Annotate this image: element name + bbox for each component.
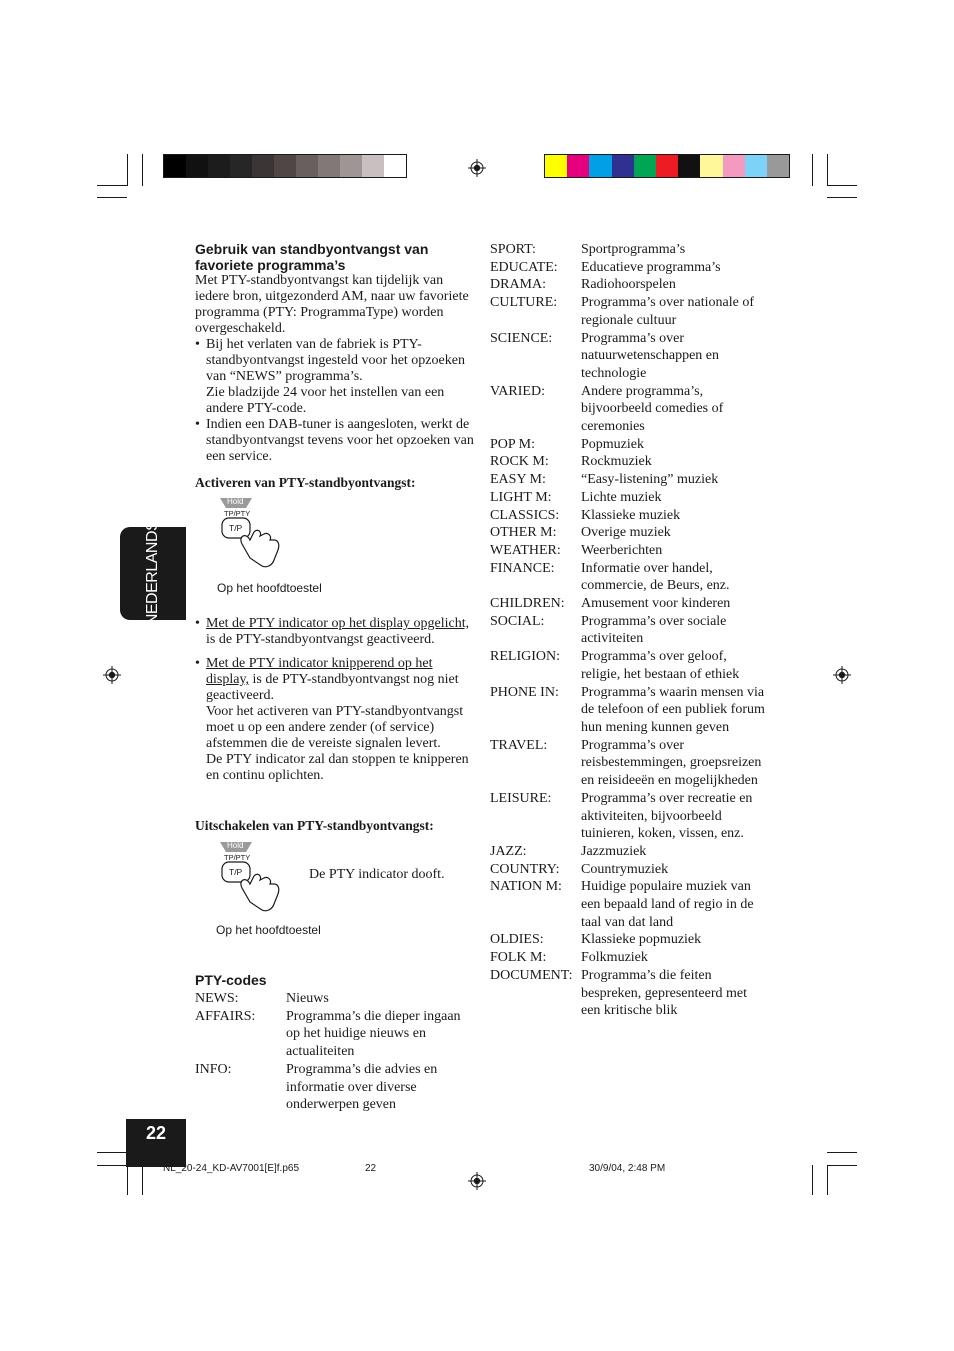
pty-description: Programma’s die feiten bespreken, gepresenteerd met een kritische blik bbox=[581, 967, 747, 1019]
pty-code: WEATHER: bbox=[490, 542, 561, 558]
calibration-swatch bbox=[296, 155, 318, 177]
pty-description: Popmuziek bbox=[581, 436, 644, 452]
footer-page: 22 bbox=[365, 1163, 377, 1174]
calibration-swatch bbox=[656, 155, 678, 177]
calibration-swatch bbox=[208, 155, 230, 177]
calibration-swatch bbox=[230, 155, 252, 177]
crop-mark bbox=[827, 185, 857, 186]
grayscale-calibration-bar bbox=[163, 154, 407, 178]
deactivate-note: De PTY indicator dooft. bbox=[309, 867, 445, 882]
registration-mark-icon bbox=[468, 1172, 486, 1190]
bullet-indicator-lit: • Met de PTY indicator op het display opgelicht, is de PTY-standbyontvangst geactiveerd. bbox=[195, 616, 470, 647]
registration-mark-icon bbox=[103, 666, 121, 684]
pty-code: AFFAIRS: bbox=[195, 1008, 256, 1024]
pty-description: Sportprogramma’s bbox=[581, 242, 686, 257]
hold-arrow-icon bbox=[218, 496, 288, 572]
pty-description: Klassieke muziek bbox=[581, 507, 681, 523]
calibration-swatch bbox=[545, 155, 567, 177]
crop-mark bbox=[142, 154, 143, 186]
pty-code: JAZZ: bbox=[490, 843, 527, 859]
device-caption: Op het hoofdtoestel bbox=[217, 581, 322, 595]
bullet-factory-default: • Bij het verlaten van de fabriek is PTY-standbyontvangst ingesteld voor het opzoeken van “NEWS” programma’s. Zie bladzijde 24 voor het instellen van een andere PTY-code. bbox=[195, 337, 465, 416]
section-heading: Gebruik van standbyontvangst van favoriete programma’s bbox=[195, 241, 429, 273]
hold-label: Hold bbox=[227, 497, 244, 506]
calibration-swatch bbox=[700, 155, 722, 177]
pty-code: SCIENCE: bbox=[490, 330, 553, 346]
pty-description: Programma’s over recreatie en aktiviteiten, bijvoorbeeld tuinieren, koken, vissen, enz. bbox=[581, 790, 753, 842]
activation-bullets bbox=[195, 616, 475, 784]
pty-code: DOCUMENT: bbox=[490, 967, 573, 983]
footer-filename: NL_20-24_KD-AV7001[E]f.p65 bbox=[163, 1163, 300, 1174]
pty-code: LIGHT M: bbox=[490, 489, 552, 505]
activate-heading: Activeren van PTY-standbyontvangst: bbox=[195, 475, 416, 490]
pty-description: Amusement voor kinderen bbox=[581, 596, 731, 612]
tp-button[interactable]: T/P bbox=[229, 867, 243, 877]
pty-description: Overige muziek bbox=[581, 525, 671, 541]
pty-description: Programma’s over natuurwetenschappen en technologie bbox=[581, 330, 719, 381]
pty-description: Rockmuziek bbox=[581, 454, 652, 470]
calibration-swatch bbox=[612, 155, 634, 177]
calibration-swatch bbox=[567, 155, 589, 177]
pty-description: “Easy-listening” muziek bbox=[581, 472, 719, 488]
crop-mark bbox=[97, 185, 127, 186]
pty-code: NEWS: bbox=[195, 991, 239, 1006]
pty-code: NATION M: bbox=[490, 879, 562, 895]
pty-code: TRAVEL: bbox=[490, 737, 548, 753]
calibration-swatch bbox=[589, 155, 611, 177]
pty-description: Radiohoorspelen bbox=[581, 277, 676, 293]
crop-mark bbox=[812, 1165, 813, 1195]
pty-description: Klassieke popmuziek bbox=[581, 932, 702, 948]
hold-label: Hold bbox=[227, 841, 244, 850]
pty-description: Folkmuziek bbox=[581, 950, 648, 966]
language-tab-label: NEDERLANDS bbox=[144, 520, 161, 626]
pty-code: VARIED: bbox=[490, 383, 545, 399]
pty-code: ROCK M: bbox=[490, 454, 549, 470]
crop-mark bbox=[127, 1165, 128, 1195]
pty-description: Countrymuziek bbox=[581, 861, 669, 877]
pty-description: Programma’s over reisbestemmingen, groepsreizen en reisideeën en mogelijkheden bbox=[581, 737, 762, 789]
pty-description: Weerberichten bbox=[581, 542, 663, 558]
left-column bbox=[195, 241, 475, 465]
crop-mark bbox=[97, 1152, 127, 1153]
bullet-indicator-blinking: • Met de PTY indicator knipperend op het display, is de PTY-standbyontvangst nog niet geactiveerd. Voor het activeren van PTY-standbyontvangst moet u op een andere zender (of service) afstemmen die de vereiste signalen levert. De PTY indicator zal dan stoppen te knipperen en continu oplichten. bbox=[195, 656, 469, 783]
pty-code: PHONE IN: bbox=[490, 684, 559, 700]
calibration-swatch bbox=[634, 155, 656, 177]
calibration-swatch bbox=[745, 155, 767, 177]
pty-code: CLASSICS: bbox=[490, 507, 560, 523]
pty-code: RELIGION: bbox=[490, 649, 560, 665]
pty-code: SOCIAL: bbox=[490, 613, 545, 629]
pty-code: FOLK M: bbox=[490, 950, 547, 966]
calibration-swatch bbox=[723, 155, 745, 177]
pty-code: CULTURE: bbox=[490, 295, 558, 311]
page-number: 22 bbox=[126, 1119, 186, 1167]
deactivate-heading: Uitschakelen van PTY-standbyontvangst: bbox=[195, 818, 434, 833]
device-caption: Op het hoofdtoestel bbox=[216, 923, 321, 937]
registration-mark-icon bbox=[833, 666, 851, 684]
pty-description: Andere programma’s, bijvoorbeeld comedies of ceremonies bbox=[581, 383, 724, 435]
pty-description: Programma’s die advies en informatie over diverse onderwerpen geven bbox=[286, 1061, 438, 1113]
intro-paragraph: Met PTY-standbyontvangst kan tijdelijk van iedere bron, uitgezonderd AM, naar uw favoriete programma (PTY: ProgrammaType) worden overgeschakeld. bbox=[195, 273, 469, 336]
pty-description: Programma’s over nationale of regionale cultuur bbox=[581, 295, 755, 328]
pty-code: FINANCE: bbox=[490, 560, 555, 576]
crop-mark bbox=[97, 1165, 127, 1166]
calibration-swatch bbox=[767, 155, 789, 177]
pty-description: Educatieve programma’s bbox=[581, 259, 721, 275]
pty-code: INFO: bbox=[195, 1061, 232, 1077]
calibration-swatch bbox=[164, 155, 186, 177]
pty-description: Programma’s die dieper ingaan op het huidige nieuws en actualiteiten bbox=[286, 1008, 461, 1060]
pty-description: Lichte muziek bbox=[581, 489, 662, 505]
crop-mark bbox=[827, 154, 828, 186]
pty-code: EASY M: bbox=[490, 472, 546, 488]
pty-description: Programma’s waarin mensen via de telefoon of een publiek forum hun mening kunnen geven bbox=[581, 684, 765, 735]
crop-mark bbox=[142, 1165, 143, 1195]
language-tab bbox=[120, 520, 186, 626]
crop-mark bbox=[827, 1165, 828, 1195]
footer-date: 30/9/04, 2:48 PM bbox=[589, 1163, 666, 1174]
pty-codes-heading: PTY-codes bbox=[195, 972, 267, 988]
pty-code: EDUCATE: bbox=[490, 259, 558, 275]
tp-pty-label: TP/PTY bbox=[224, 509, 251, 518]
tp-pty-label: TP/PTY bbox=[224, 853, 251, 862]
pty-description: Huidige populaire muziek van een bepaald land of regio in de taal van dat land bbox=[581, 879, 754, 930]
pty-description: Jazzmuziek bbox=[581, 843, 647, 859]
tp-button-illustration bbox=[218, 840, 288, 916]
calibration-swatch bbox=[252, 155, 274, 177]
pty-code: DRAMA: bbox=[490, 277, 547, 293]
calibration-swatch bbox=[186, 155, 208, 177]
calibration-swatch bbox=[384, 155, 406, 177]
pty-description: Nieuws bbox=[286, 991, 329, 1006]
calibration-swatch bbox=[340, 155, 362, 177]
pty-description: Informatie over handel, commercie, de Beurs, enz. bbox=[581, 560, 730, 594]
calibration-swatch bbox=[318, 155, 340, 177]
pty-code: OLDIES: bbox=[490, 932, 544, 948]
pty-code: SPORT: bbox=[490, 242, 536, 257]
crop-mark bbox=[812, 154, 813, 186]
pty-codes-list-right bbox=[490, 241, 765, 1020]
hold-arrow-icon bbox=[218, 840, 288, 916]
crop-mark bbox=[827, 1165, 857, 1166]
crop-mark bbox=[827, 1152, 857, 1153]
crop-mark bbox=[97, 197, 127, 198]
registration-mark-icon bbox=[468, 159, 486, 177]
crop-mark bbox=[127, 154, 128, 186]
calibration-swatch bbox=[678, 155, 700, 177]
pty-codes-list-left bbox=[195, 990, 465, 1114]
tp-button[interactable]: T/P bbox=[229, 523, 243, 533]
bullet-dab-tuner: • Indien een DAB-tuner is aangesloten, werkt de standbyontvangst tevens voor het opzoeken van een service. bbox=[195, 417, 474, 464]
pty-code: POP M: bbox=[490, 436, 536, 452]
calibration-swatch bbox=[362, 155, 384, 177]
pty-code: CHILDREN: bbox=[490, 596, 565, 612]
color-calibration-bar bbox=[544, 154, 790, 178]
pty-code: LEISURE: bbox=[490, 790, 552, 806]
pty-code: OTHER M: bbox=[490, 525, 557, 541]
pty-code: COUNTRY: bbox=[490, 861, 560, 877]
crop-mark bbox=[827, 197, 857, 198]
pty-description: Programma’s over sociale activiteiten bbox=[581, 613, 727, 647]
pty-description: Programma’s over geloof, religie, het bestaan of ethiek bbox=[581, 649, 740, 682]
calibration-swatch bbox=[274, 155, 296, 177]
tp-button-illustration bbox=[218, 496, 288, 572]
